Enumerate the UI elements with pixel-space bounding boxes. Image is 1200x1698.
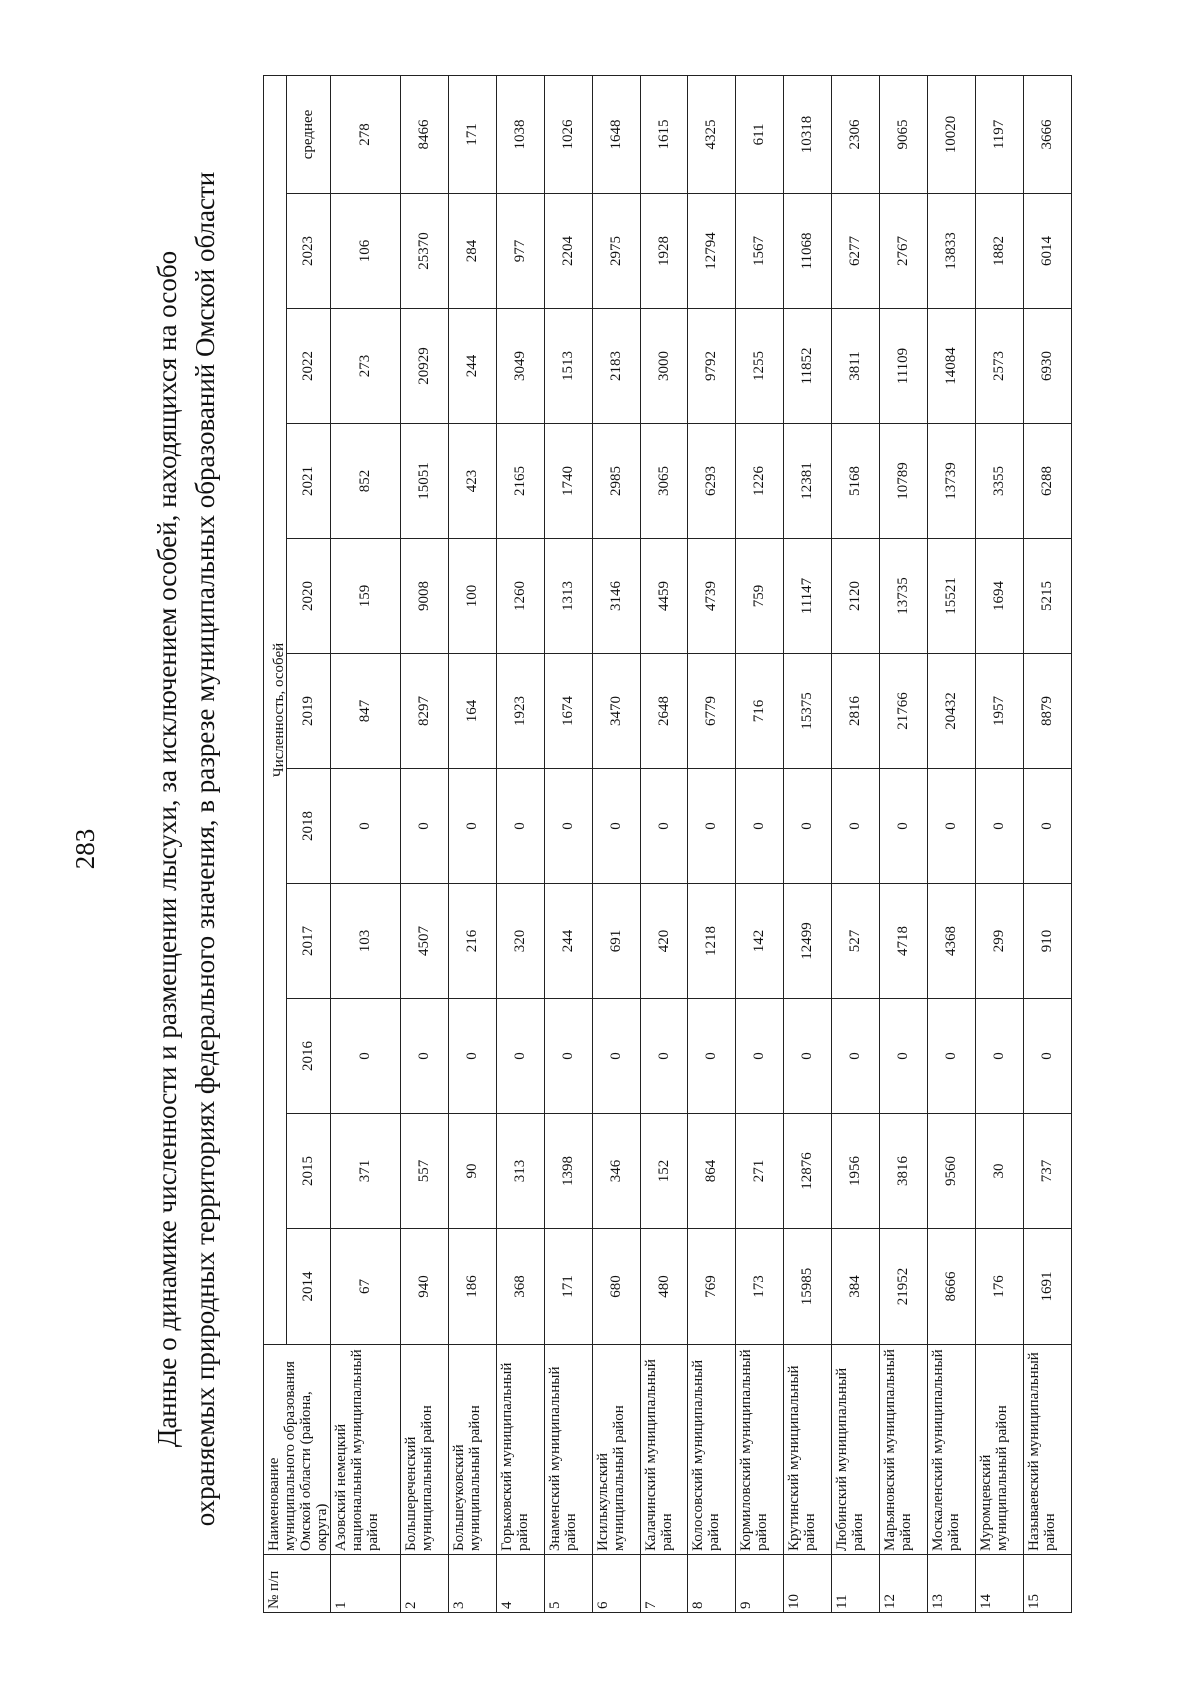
- table-cell: 1928: [640, 194, 688, 309]
- table-cell: 1674: [544, 654, 592, 769]
- table-cell: 273: [331, 309, 401, 424]
- table-cell: 11147: [784, 539, 832, 654]
- table-cell: 9560: [928, 1114, 976, 1229]
- table-cell: 1956: [832, 1114, 880, 1229]
- table-cell: 152: [640, 1114, 688, 1229]
- table-cell: 5168: [832, 424, 880, 539]
- table-cell: 0: [784, 999, 832, 1114]
- row-number: 5: [544, 1555, 592, 1613]
- table-cell: 977: [496, 194, 544, 309]
- table-cell: 10789: [880, 424, 928, 539]
- table-cell: 557: [400, 1114, 448, 1229]
- row-name: Колосовский муниципальный район: [688, 1345, 736, 1555]
- table-cell: 0: [592, 769, 640, 884]
- row-name: Азовский немецкий национальный муниципальный район: [331, 1345, 401, 1555]
- row-number: 13: [928, 1555, 976, 1613]
- table-cell: 0: [448, 769, 496, 884]
- table-cell: 0: [544, 999, 592, 1114]
- table-cell: 3065: [640, 424, 688, 539]
- table-cell: 3000: [640, 309, 688, 424]
- table-cell: 12381: [784, 424, 832, 539]
- table-cell: 6930: [1024, 309, 1072, 424]
- table-cell: 1255: [736, 309, 784, 424]
- row-name: Любинский муниципальный район: [832, 1345, 880, 1555]
- table-cell: 1882: [976, 194, 1024, 309]
- table-cell: 1197: [976, 75, 1024, 193]
- table-cell: 0: [331, 999, 401, 1114]
- table-cell: 2204: [544, 194, 592, 309]
- table-cell: 1694: [976, 539, 1024, 654]
- table-cell: 0: [640, 769, 688, 884]
- table-cell: 5215: [1024, 539, 1072, 654]
- table-cell: 4459: [640, 539, 688, 654]
- table-cell: 21766: [880, 654, 928, 769]
- row-number: 12: [880, 1555, 928, 1613]
- table-row: [544, 75, 592, 1612]
- table-row: [880, 75, 928, 1612]
- table-cell: 847: [331, 654, 401, 769]
- table-cell: 910: [1024, 884, 1072, 999]
- row-number: 8: [688, 1555, 736, 1613]
- table-cell: 12499: [784, 884, 832, 999]
- table-cell: 2306: [832, 75, 880, 193]
- table-cell: 100: [448, 539, 496, 654]
- table-cell: 0: [832, 999, 880, 1114]
- header-number: № п/п: [264, 1555, 331, 1613]
- table-cell: 13735: [880, 539, 928, 654]
- row-name: Кормиловский муниципальный район: [736, 1345, 784, 1555]
- table-cell: 680: [592, 1229, 640, 1345]
- row-number: 14: [976, 1555, 1024, 1613]
- table-cell: 0: [880, 999, 928, 1114]
- table-cell: 6277: [832, 194, 880, 309]
- table-row: [1024, 75, 1072, 1612]
- table-cell: 3811: [832, 309, 880, 424]
- table-cell: 278: [331, 75, 401, 193]
- table-cell: 480: [640, 1229, 688, 1345]
- table-cell: 25370: [400, 194, 448, 309]
- table-cell: 244: [448, 309, 496, 424]
- row-name: Марьяновский муниципальный район: [880, 1345, 928, 1555]
- header-year: 2020: [287, 539, 331, 654]
- table-cell: 3470: [592, 654, 640, 769]
- table-cell: 3816: [880, 1114, 928, 1229]
- table-cell: 9065: [880, 75, 928, 193]
- header-name: Наименование муниципального образования Омской области (района, округа): [264, 1345, 331, 1555]
- table-cell: 0: [832, 769, 880, 884]
- table-row: [496, 75, 544, 1612]
- header-year: 2014: [287, 1229, 331, 1345]
- table-cell: 4507: [400, 884, 448, 999]
- table-cell: 0: [928, 769, 976, 884]
- population-table: [263, 75, 1072, 1613]
- row-name: Горьковский муниципальный район: [496, 1345, 544, 1555]
- table-row: [688, 75, 736, 1612]
- table-cell: 384: [832, 1229, 880, 1345]
- table-cell: 6293: [688, 424, 736, 539]
- row-name: Москаленский муниципальный район: [928, 1345, 976, 1555]
- document-title: [148, 60, 224, 1638]
- table-cell: 0: [448, 999, 496, 1114]
- table-cell: 1567: [736, 194, 784, 309]
- header-year: 2019: [287, 654, 331, 769]
- table-cell: 2648: [640, 654, 688, 769]
- table-cell: 0: [496, 769, 544, 884]
- table-cell: 9008: [400, 539, 448, 654]
- table-cell: 10318: [784, 75, 832, 193]
- table-cell: 6779: [688, 654, 736, 769]
- header-year: 2018: [287, 769, 331, 884]
- table-cell: 2120: [832, 539, 880, 654]
- table-cell: 346: [592, 1114, 640, 1229]
- table-row: [736, 75, 784, 1612]
- table-cell: 13833: [928, 194, 976, 309]
- title-line-2: охраняемых природных территориях федерального значения, в разрезе муниципальных образований Омской области: [190, 171, 220, 1527]
- row-name: Крутинский муниципальный район: [784, 1345, 832, 1555]
- header-year: 2015: [287, 1114, 331, 1229]
- table-cell: 0: [592, 999, 640, 1114]
- table-cell: 1226: [736, 424, 784, 539]
- header-year: 2023: [287, 194, 331, 309]
- table-cell: 852: [331, 424, 401, 539]
- table-cell: 0: [880, 769, 928, 884]
- table-cell: 420: [640, 884, 688, 999]
- table-cell: 4718: [880, 884, 928, 999]
- row-number: 2: [400, 1555, 448, 1613]
- table-cell: 103: [331, 884, 401, 999]
- title-line-1: Данные о динамике численности и размещении лысухи, за исключением особей, находящихся на особо: [152, 250, 182, 1448]
- row-name: Большереченский муниципальный район: [400, 1345, 448, 1555]
- row-number: 9: [736, 1555, 784, 1613]
- table-cell: 106: [331, 194, 401, 309]
- table-cell: 299: [976, 884, 1024, 999]
- table-cell: 320: [496, 884, 544, 999]
- table-cell: 21952: [880, 1229, 928, 1345]
- header-year: 2017: [287, 884, 331, 999]
- table-cell: 371: [331, 1114, 401, 1229]
- row-number: 1: [331, 1555, 401, 1613]
- table-cell: 0: [688, 769, 736, 884]
- table-cell: 1691: [1024, 1229, 1072, 1345]
- table-cell: 0: [928, 999, 976, 1114]
- table-cell: 15521: [928, 539, 976, 654]
- row-number: 3: [448, 1555, 496, 1613]
- header-group: Численность, особей: [264, 75, 287, 1344]
- table-cell: 3355: [976, 424, 1024, 539]
- table-row: [331, 75, 401, 1612]
- page-number: 283: [70, 828, 100, 870]
- table-cell: 2183: [592, 309, 640, 424]
- table-cell: 1218: [688, 884, 736, 999]
- table-cell: 30: [976, 1114, 1024, 1229]
- table-cell: 527: [832, 884, 880, 999]
- table-cell: 11852: [784, 309, 832, 424]
- table-cell: 244: [544, 884, 592, 999]
- table-cell: 14084: [928, 309, 976, 424]
- table-cell: 0: [1024, 769, 1072, 884]
- table-cell: 769: [688, 1229, 736, 1345]
- table-cell: 2165: [496, 424, 544, 539]
- row-name: Называевский муниципальный район: [1024, 1345, 1072, 1555]
- table-cell: 6014: [1024, 194, 1072, 309]
- row-number: 15: [1024, 1555, 1072, 1613]
- table-cell: 142: [736, 884, 784, 999]
- table-cell: 3146: [592, 539, 640, 654]
- table-cell: 1923: [496, 654, 544, 769]
- table-row: [832, 75, 880, 1612]
- table-cell: 8466: [400, 75, 448, 193]
- table-cell: 0: [640, 999, 688, 1114]
- row-number: 10: [784, 1555, 832, 1613]
- table-cell: 90: [448, 1114, 496, 1229]
- table-row: [640, 75, 688, 1612]
- table-cell: 0: [736, 769, 784, 884]
- table-cell: 0: [784, 769, 832, 884]
- table-cell: 0: [496, 999, 544, 1114]
- table-row: [784, 75, 832, 1612]
- table-cell: 6288: [1024, 424, 1072, 539]
- row-name: Муромцевский муниципальный район: [976, 1345, 1024, 1555]
- table-cell: 171: [448, 75, 496, 193]
- row-name: Большеуковский муниципальный район: [448, 1345, 496, 1555]
- row-name: Калачинский муниципальный район: [640, 1345, 688, 1555]
- table-cell: 20929: [400, 309, 448, 424]
- table-cell: 4325: [688, 75, 736, 193]
- header-year: 2016: [287, 999, 331, 1114]
- table-row: [448, 75, 496, 1612]
- table-cell: 0: [400, 999, 448, 1114]
- header-year: 2022: [287, 309, 331, 424]
- table-cell: 691: [592, 884, 640, 999]
- table-cell: 171: [544, 1229, 592, 1345]
- table-cell: 164: [448, 654, 496, 769]
- table-cell: 3666: [1024, 75, 1072, 193]
- row-name: Знаменский муниципальный район: [544, 1345, 592, 1555]
- table-cell: 12794: [688, 194, 736, 309]
- table-cell: 864: [688, 1114, 736, 1229]
- table-cell: 737: [1024, 1114, 1072, 1229]
- table-cell: 9792: [688, 309, 736, 424]
- table-cell: 10020: [928, 75, 976, 193]
- table-cell: 1313: [544, 539, 592, 654]
- table-cell: 940: [400, 1229, 448, 1345]
- table-cell: 67: [331, 1229, 401, 1345]
- table-cell: 0: [736, 999, 784, 1114]
- table-cell: 2985: [592, 424, 640, 539]
- table-row: [592, 75, 640, 1612]
- row-name: Исилькульский муниципальный район: [592, 1345, 640, 1555]
- header-year: среднее: [287, 75, 331, 193]
- table-cell: 0: [331, 769, 401, 884]
- table-cell: 8297: [400, 654, 448, 769]
- row-number: 4: [496, 1555, 544, 1613]
- table-cell: 1038: [496, 75, 544, 193]
- table-cell: 186: [448, 1229, 496, 1345]
- table-cell: 173: [736, 1229, 784, 1345]
- table-row: [928, 75, 976, 1612]
- table-cell: 716: [736, 654, 784, 769]
- table-cell: 0: [976, 999, 1024, 1114]
- table-cell: 2767: [880, 194, 928, 309]
- table-cell: 11109: [880, 309, 928, 424]
- table-cell: 313: [496, 1114, 544, 1229]
- table-cell: 1513: [544, 309, 592, 424]
- table-cell: 368: [496, 1229, 544, 1345]
- table-cell: 1260: [496, 539, 544, 654]
- header-year: 2021: [287, 424, 331, 539]
- table-cell: 15375: [784, 654, 832, 769]
- table-cell: 1957: [976, 654, 1024, 769]
- table-cell: 15985: [784, 1229, 832, 1345]
- table-cell: 271: [736, 1114, 784, 1229]
- table-cell: 1026: [544, 75, 592, 193]
- table-cell: 0: [688, 999, 736, 1114]
- table-cell: 12876: [784, 1114, 832, 1229]
- table-cell: 1648: [592, 75, 640, 193]
- table-cell: 8666: [928, 1229, 976, 1345]
- table-cell: 20432: [928, 654, 976, 769]
- table-cell: 759: [736, 539, 784, 654]
- table-cell: 15051: [400, 424, 448, 539]
- table-cell: 216: [448, 884, 496, 999]
- table-cell: 0: [1024, 999, 1072, 1114]
- table-cell: 0: [544, 769, 592, 884]
- table-cell: 1398: [544, 1114, 592, 1229]
- table-cell: 4739: [688, 539, 736, 654]
- table-cell: 159: [331, 539, 401, 654]
- table-cell: 2573: [976, 309, 1024, 424]
- table-cell: 2975: [592, 194, 640, 309]
- table-cell: 1615: [640, 75, 688, 193]
- row-number: 6: [592, 1555, 640, 1613]
- table-cell: 8879: [1024, 654, 1072, 769]
- row-number: 7: [640, 1555, 688, 1613]
- table-cell: 4368: [928, 884, 976, 999]
- row-number: 11: [832, 1555, 880, 1613]
- table-cell: 0: [976, 769, 1024, 884]
- table-cell: 176: [976, 1229, 1024, 1345]
- table-cell: 2816: [832, 654, 880, 769]
- table-cell: 611: [736, 75, 784, 193]
- table-cell: 284: [448, 194, 496, 309]
- table-cell: 423: [448, 424, 496, 539]
- table-cell: 0: [400, 769, 448, 884]
- table-row: [976, 75, 1024, 1612]
- table-cell: 1740: [544, 424, 592, 539]
- table-row: [400, 75, 448, 1612]
- table-cell: 11068: [784, 194, 832, 309]
- table-cell: 13739: [928, 424, 976, 539]
- table-cell: 3049: [496, 309, 544, 424]
